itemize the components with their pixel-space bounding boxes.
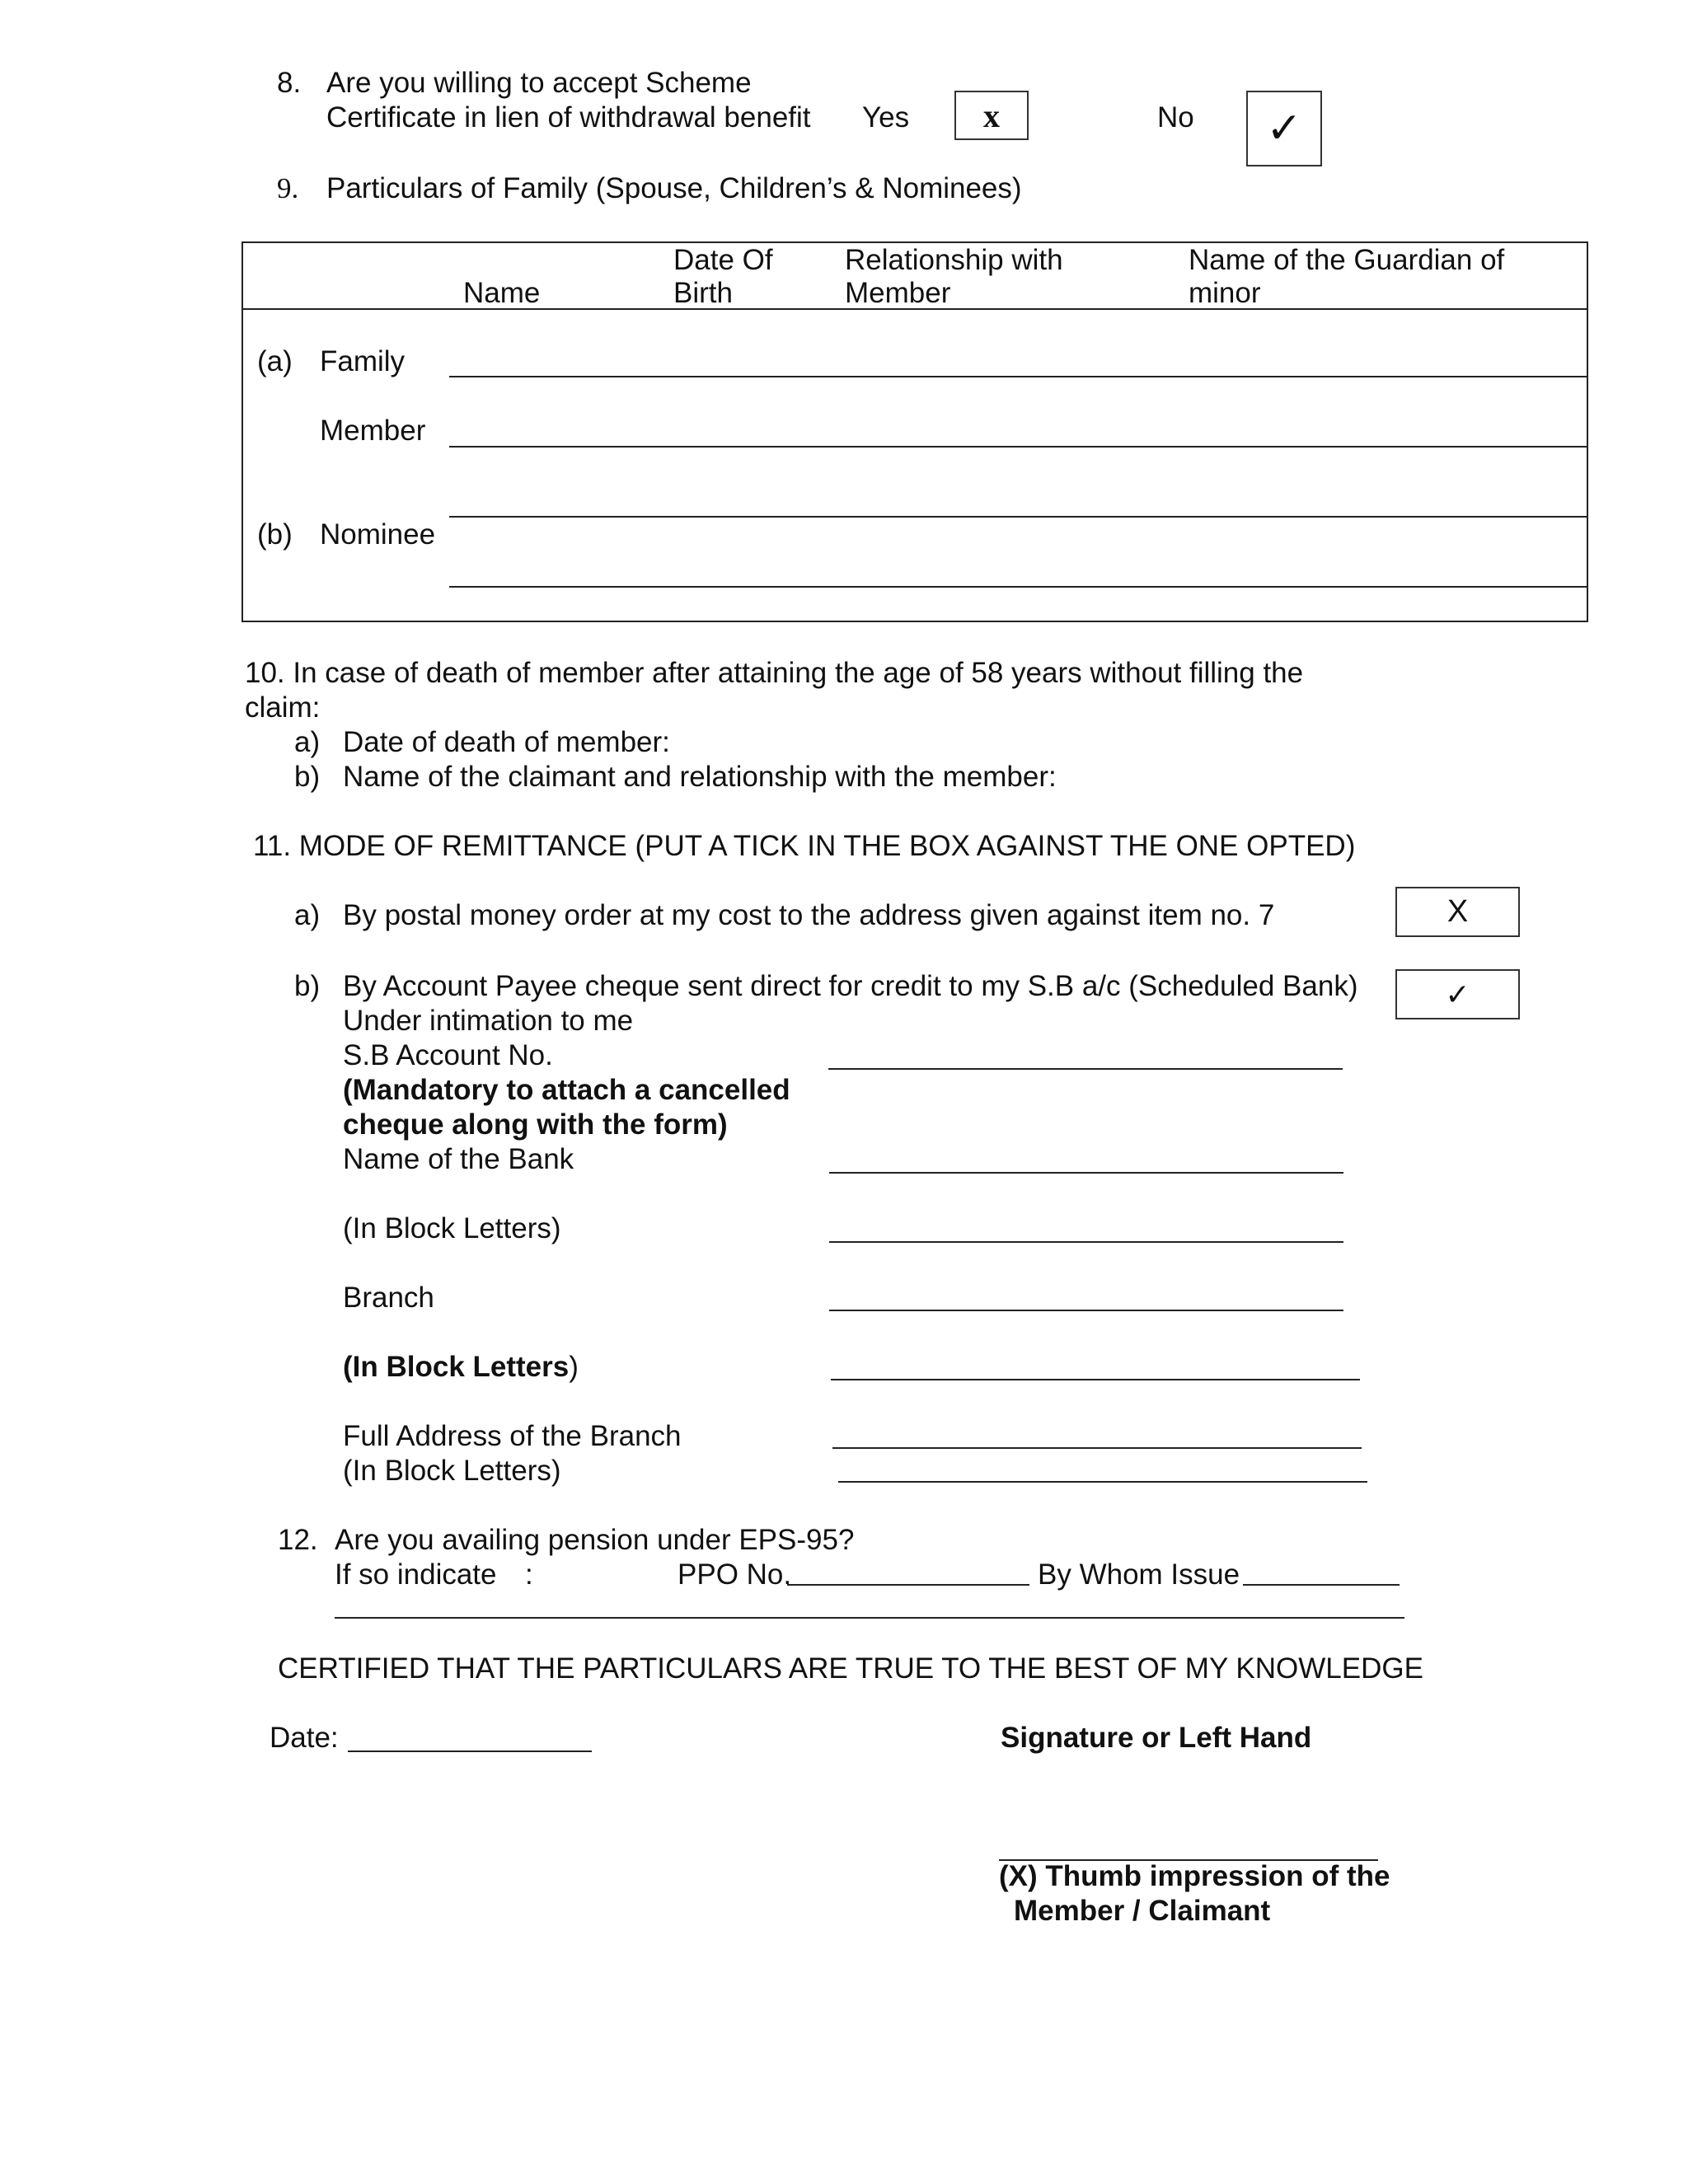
header-name: Name <box>463 277 541 309</box>
q8-yes-label: Yes <box>862 101 910 134</box>
row-nominee-label: Nominee <box>320 518 436 551</box>
q11-b-label: b) <box>294 970 321 1002</box>
q8-text-line1: Are you willing to accept Scheme <box>326 67 752 99</box>
branch-label: Branch <box>343 1282 434 1314</box>
family-entry-line-3[interactable] <box>449 516 1587 518</box>
q12-colon: : <box>525 1558 533 1591</box>
q10-b-text: Name of the claimant and relationship with the member: <box>343 761 1057 793</box>
branch-block-letters-end: ) <box>569 1351 579 1383</box>
q8-no-checkbox[interactable] <box>1246 91 1322 166</box>
sb-account-line[interactable] <box>828 1068 1343 1070</box>
row-a-label: (a) <box>257 345 293 377</box>
branch-block-letters <box>343 1350 579 1385</box>
issued-by-label: By Whom Issue <box>1038 1558 1240 1591</box>
bank-name-label: Name of the Bank <box>343 1143 574 1175</box>
q10-text-line1: 10. In case of death of member after attaining the age of 58 years without filling the <box>245 657 1304 689</box>
mandatory-note-line2: cheque along with the form) <box>343 1108 728 1141</box>
postal-money-order-checkbox[interactable] <box>1395 887 1520 937</box>
q11-a-label: a) <box>294 899 321 931</box>
q8-text-line2: Certificate in lien of withdrawal benefit <box>326 101 811 134</box>
bank-name-line[interactable] <box>829 1172 1343 1174</box>
q9-title: Particulars of Family (Spouse, Children’s & Nominees) <box>326 172 1022 204</box>
q8-number: 8. <box>277 67 302 99</box>
header-dob-2: Birth <box>673 277 733 309</box>
ppo-label: PPO No. <box>678 1558 792 1591</box>
header-dob: Date Of <box>673 244 773 276</box>
address-block-letters: (In Block Letters) <box>343 1455 561 1487</box>
q11-b-text: By Account Payee cheque sent direct for credit to my S.B a/c (Scheduled Bank) <box>343 970 1358 1002</box>
row-b-label: (b) <box>257 518 293 551</box>
q8-no-label: No <box>1157 101 1194 134</box>
under-intimation-text: Under intimation to me <box>343 1005 634 1037</box>
account-payee-cheque-checkbox[interactable] <box>1395 969 1520 1019</box>
header-relationship-2: Member <box>845 277 951 309</box>
address-line-2[interactable] <box>838 1481 1367 1483</box>
thumb-impression-line1: (X) Thumb impression of the <box>999 1860 1390 1892</box>
date-line[interactable] <box>348 1750 592 1752</box>
q11-a-text: By postal money order at my cost to the address given against item no. 7 <box>343 899 1275 931</box>
q12-extra-line[interactable] <box>335 1617 1404 1619</box>
q8-yes-checkbox[interactable] <box>954 91 1029 140</box>
row-family-label: Family <box>320 345 406 377</box>
date-label: Date: <box>270 1722 339 1754</box>
issued-by-line[interactable] <box>1243 1584 1400 1586</box>
branch-line-2[interactable] <box>831 1379 1360 1380</box>
postal-money-order-mark: X <box>1447 894 1469 929</box>
branch-line[interactable] <box>829 1310 1343 1311</box>
thumb-impression-line2: Member / Claimant <box>1014 1895 1271 1927</box>
nominee-entry-line[interactable] <box>449 586 1587 588</box>
header-relationship: Relationship with <box>845 244 1063 276</box>
ppo-line[interactable] <box>787 1584 1029 1586</box>
signature-label: Signature or Left Hand <box>1001 1722 1312 1754</box>
q12-indicate: If so indicate <box>335 1558 497 1591</box>
header-guardian-2: minor <box>1189 277 1261 309</box>
q10-b-label: b) <box>294 761 321 793</box>
bank-name-line-2[interactable] <box>829 1241 1343 1243</box>
header-guardian: Name of the Guardian of <box>1189 244 1505 276</box>
q10-a-text: Date of death of member: <box>343 726 670 758</box>
certification-statement: CERTIFIED THAT THE PARTICULARS ARE TRUE TO THE BEST OF MY KNOWLEDGE <box>278 1652 1423 1685</box>
address-line-1[interactable] <box>832 1447 1362 1449</box>
branch-block-letters-bold: (In Block Letters <box>343 1351 570 1383</box>
family-entry-line-1[interactable] <box>449 376 1587 377</box>
row-member-label: Member <box>320 415 426 447</box>
mandatory-note-line1: (Mandatory to attach a cancelled <box>343 1074 790 1106</box>
account-payee-cheque-mark: ✓ <box>1445 977 1470 1011</box>
q8-no-mark: ✓ <box>1266 105 1302 152</box>
q8-yes-mark: x <box>983 96 1000 134</box>
family-entry-line-2[interactable] <box>449 446 1587 448</box>
q12-question: Are you availing pension under EPS-95? <box>335 1524 855 1556</box>
q10-a-label: a) <box>294 726 321 758</box>
q12-number: 12. <box>278 1524 318 1556</box>
bank-name-block-letters: (In Block Letters) <box>343 1212 561 1244</box>
q9-number: 9. <box>277 172 299 204</box>
q11-title: 11. MODE OF REMITTANCE (PUT A TICK IN THE BOX AGAINST THE ONE OPTED) <box>253 830 1356 862</box>
full-address-label: Full Address of the Branch <box>343 1420 682 1452</box>
sb-account-label: S.B Account No. <box>343 1039 553 1071</box>
q10-text-line2: claim: <box>245 691 321 724</box>
